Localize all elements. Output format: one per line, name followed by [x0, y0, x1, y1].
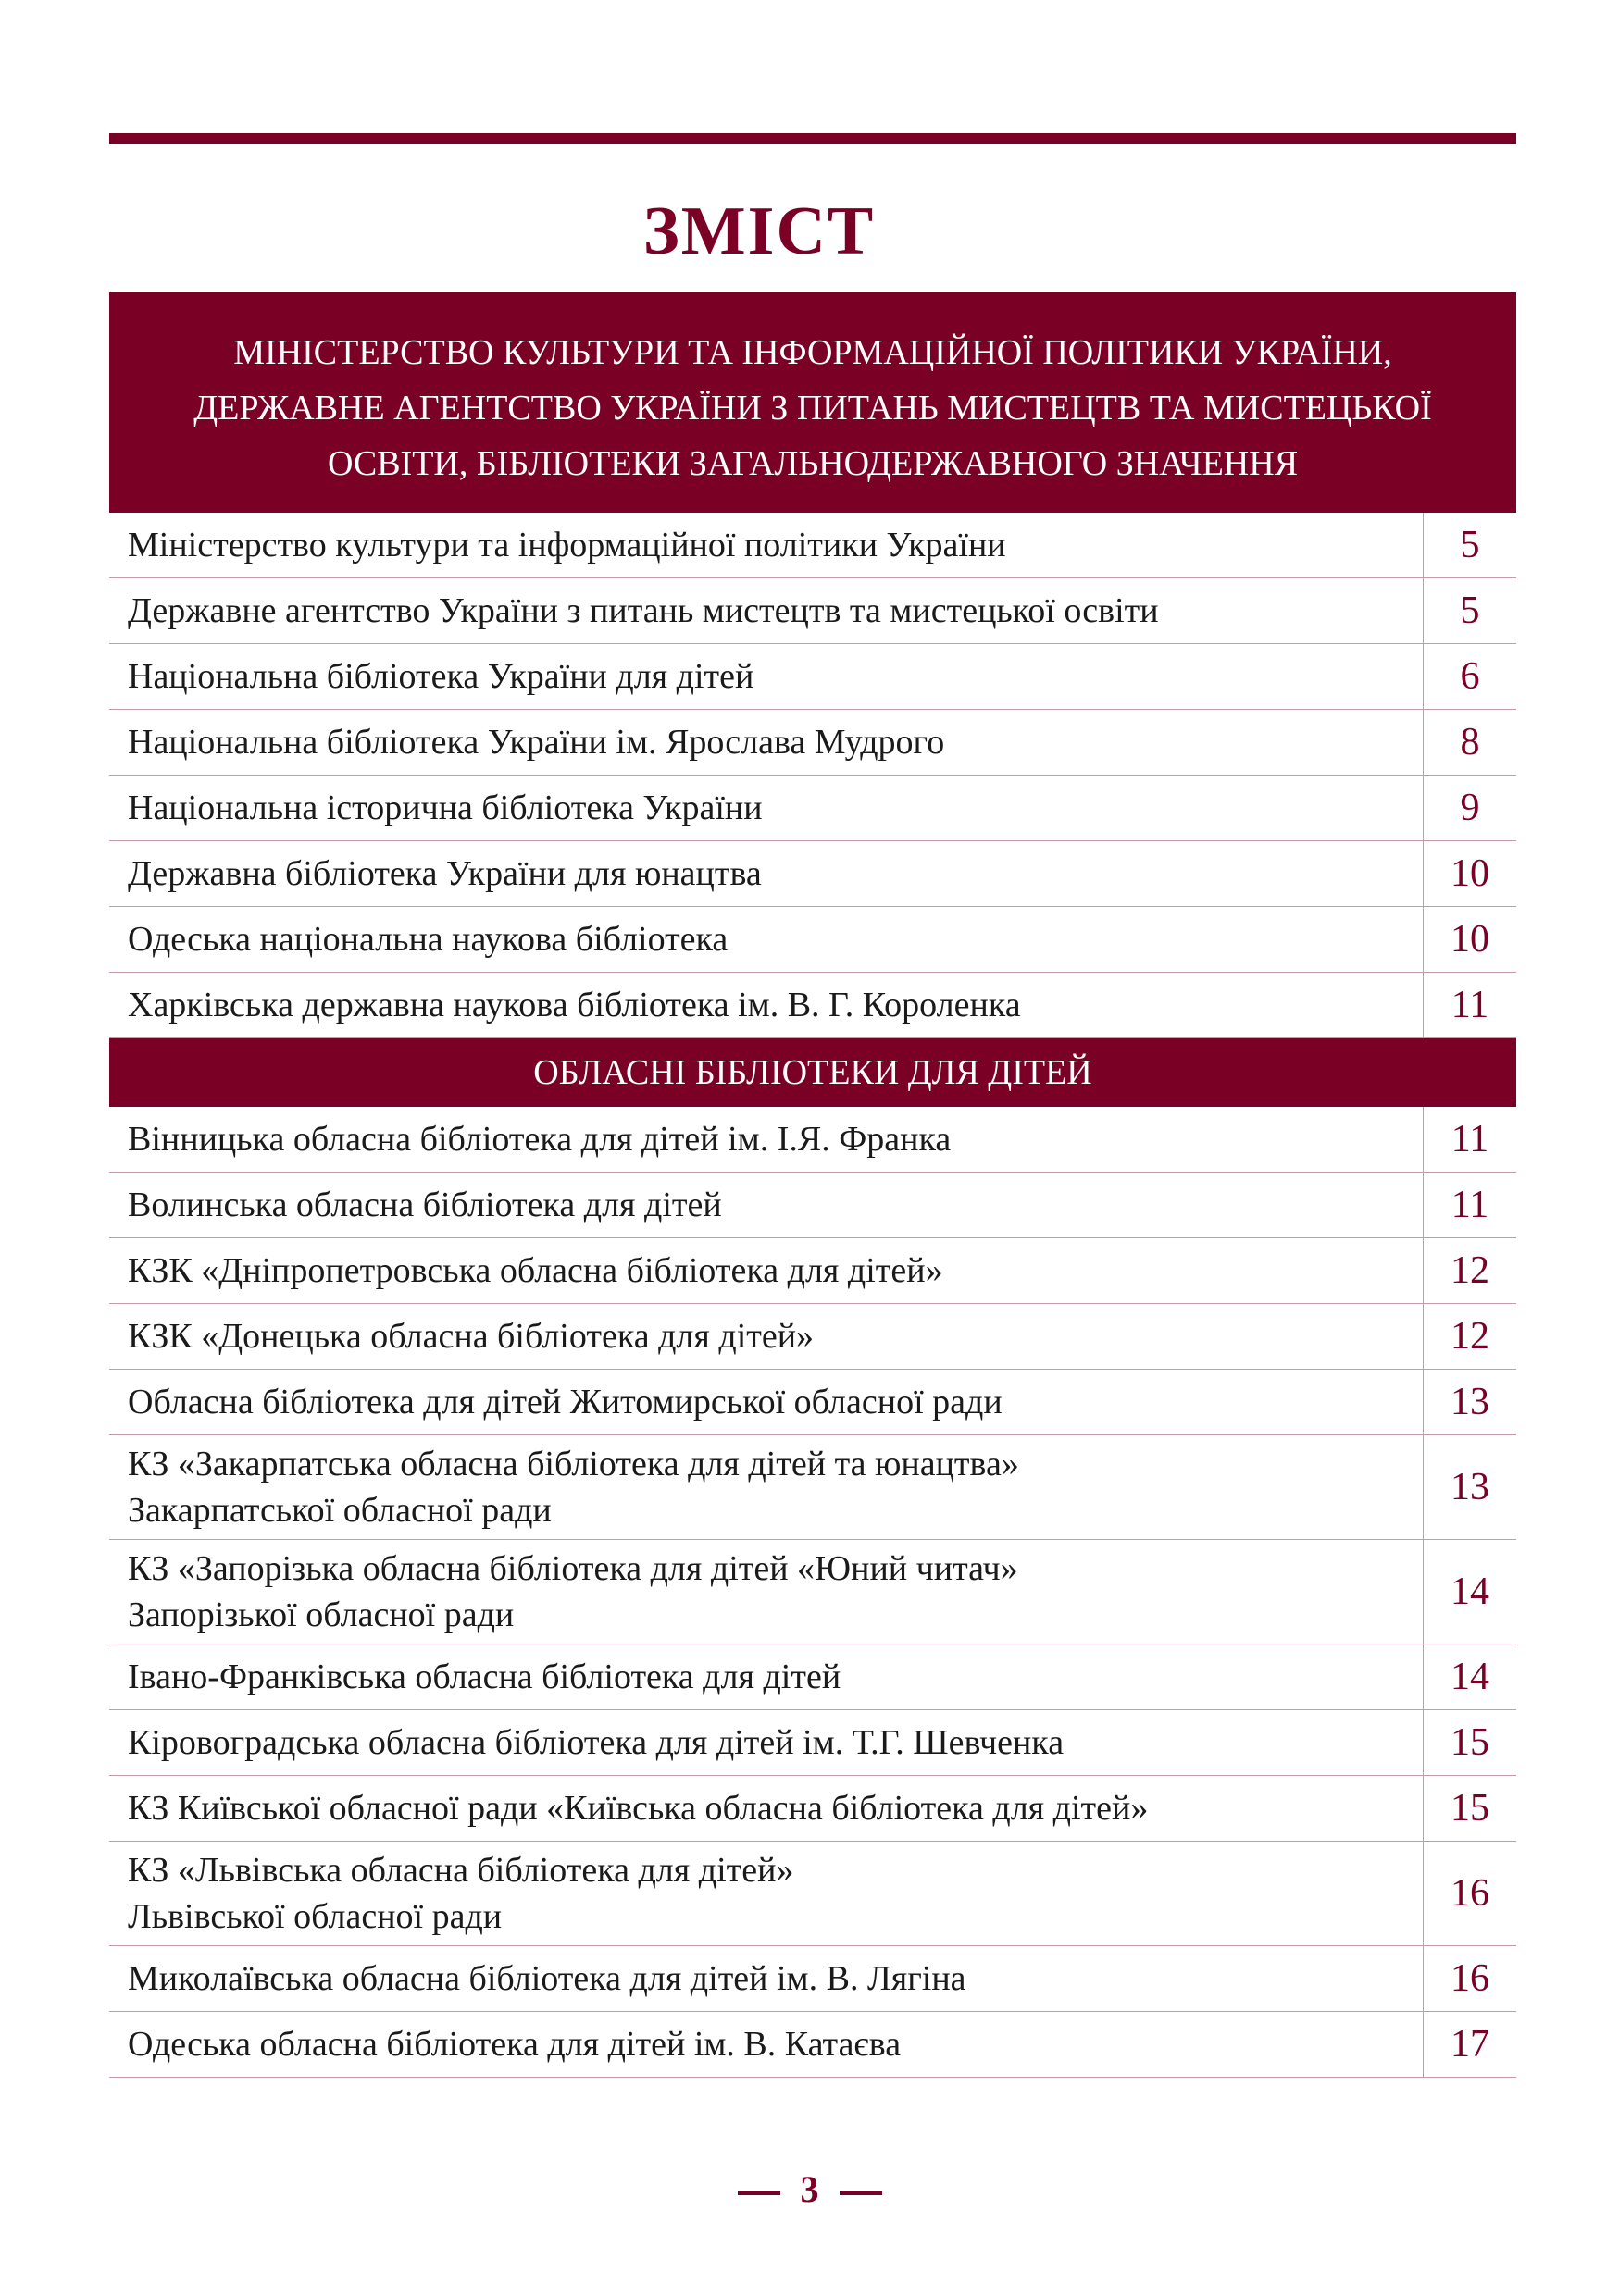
footer-dash-right — [840, 2191, 882, 2195]
section-header-line: ОСВІТИ, БІБЛІОТЕКИ ЗАГАЛЬНОДЕРЖАВНОГО ЗНАЧЕННЯ — [327, 444, 1299, 483]
toc-entry-title-line: Львівської обласної ради — [128, 1897, 503, 1936]
toc-entry[interactable] — [109, 1710, 1516, 1776]
toc-entry-title-line: Волинська обласна бібліотека для дітей — [128, 1185, 722, 1224]
toc-entry[interactable] — [109, 578, 1516, 644]
toc-entry-page: 12 — [1451, 1315, 1489, 1358]
toc-entry-page: 6 — [1460, 655, 1480, 698]
toc-entry-page: 11 — [1451, 1118, 1489, 1160]
toc-entry-title-line: Державне агентство України з питань мистецтв та мистецької освіти — [128, 591, 1159, 630]
toc-entry-title — [109, 1107, 1424, 1172]
table-of-contents — [109, 292, 1516, 2078]
toc-entry[interactable] — [109, 1173, 1516, 1238]
toc-entry-page: 13 — [1451, 1381, 1489, 1423]
footer-dash-left — [738, 2191, 780, 2195]
toc-entry-title-line: Миколаївська обласна бібліотека для дітей ім. В. Лягіна — [128, 1959, 966, 1998]
toc-entry[interactable] — [109, 1370, 1516, 1435]
toc-entry-title-line: КЗ «Запорізька обласна бібліотека для дітей «Юний читач» — [128, 1549, 1018, 1588]
toc-entry-title-line: Вінницька обласна бібліотека для дітей ім. І.Я. Франка — [128, 1120, 952, 1159]
toc-entry-title — [109, 1540, 1424, 1644]
toc-entry-title — [109, 1710, 1424, 1775]
toc-entry-title-line: Державна бібліотека України для юнацтва — [128, 854, 762, 893]
toc-entry-title — [109, 513, 1424, 577]
toc-entry[interactable] — [109, 2012, 1516, 2078]
toc-entry-title-line: КЗ Київської обласної ради «Київська обласна бібліотека для дітей» — [128, 1789, 1149, 1828]
toc-entry[interactable] — [109, 513, 1516, 578]
toc-entry-title-line: Кіровоградська обласна бібліотека для дітей ім. Т.Г. Шевченка — [128, 1723, 1065, 1762]
toc-entry[interactable] — [109, 1946, 1516, 2012]
toc-entry-title-line: Обласна бібліотека для дітей Житомирської обласної ради — [128, 1383, 1003, 1421]
toc-entry-title-line: Одеська національна наукова бібліотека — [128, 920, 729, 959]
top-rule — [109, 133, 1516, 144]
toc-entry-title-line: Міністерство культури та інформаційної політики України — [128, 526, 1006, 565]
toc-entry-title-line: Національна історична бібліотека України — [128, 788, 763, 827]
toc-entry-title-line: КЗ «Закарпатська обласна бібліотека для дітей та юнацтва» — [128, 1445, 1019, 1483]
toc-entry[interactable] — [109, 710, 1516, 776]
toc-entry-title — [109, 907, 1424, 972]
toc-entry-page: 5 — [1460, 590, 1480, 632]
toc-entry-title-line: Закарпатської обласної ради — [128, 1491, 552, 1530]
toc-entry-title-line: Івано-Франківська обласна бібліотека для дітей — [128, 1657, 841, 1696]
toc-entry-title — [109, 1946, 1424, 2011]
toc-entry-page: 11 — [1451, 1184, 1489, 1226]
page-number: 3 — [800, 2168, 819, 2210]
toc-entry-page: 5 — [1460, 524, 1480, 566]
toc-entry[interactable] — [109, 907, 1516, 973]
toc-entry[interactable] — [109, 1540, 1516, 1644]
toc-entry-page: 13 — [1451, 1466, 1489, 1508]
toc-entry-title — [109, 1238, 1424, 1303]
toc-entry[interactable] — [109, 1776, 1516, 1842]
page-title: ЗМІСТ — [642, 193, 876, 269]
toc-entry-title-line: Національна бібліотека України для дітей — [128, 657, 754, 696]
toc-entry-title-line: Харківська державна наукова бібліотека ім. В. Г. Короленка — [128, 986, 1021, 1024]
section-header-line: ОБЛАСНІ БІБЛІОТЕКИ ДЛЯ ДІТЕЙ — [533, 1053, 1092, 1092]
toc-entry-page: 11 — [1451, 984, 1489, 1026]
toc-entry-title — [109, 1644, 1424, 1709]
toc-entry-title-line: Одеська обласна бібліотека для дітей ім. В. Катаєва — [128, 2025, 902, 2064]
toc-entry-title — [109, 1370, 1424, 1434]
toc-entry[interactable] — [109, 973, 1516, 1038]
toc-entry-page: 8 — [1460, 721, 1480, 763]
section-header — [109, 1038, 1516, 1107]
toc-entry[interactable] — [109, 1644, 1516, 1710]
toc-entry[interactable] — [109, 1435, 1516, 1540]
toc-entry-page: 10 — [1451, 852, 1489, 895]
toc-entry-title-line: КЗ «Львівська обласна бібліотека для дітей» — [128, 1851, 794, 1890]
toc-entry[interactable] — [109, 1238, 1516, 1304]
toc-entry-title-line: Запорізької обласної ради — [128, 1595, 515, 1634]
toc-entry-title — [109, 1776, 1424, 1841]
toc-entry-title-line: КЗК «Донецька обласна бібліотека для дітей» — [128, 1317, 815, 1356]
toc-entry-page: 9 — [1460, 787, 1480, 829]
toc-entry[interactable] — [109, 1842, 1516, 1946]
toc-entry-title — [109, 644, 1424, 709]
toc-entry-page: 15 — [1451, 1787, 1489, 1830]
toc-entry-title — [109, 1173, 1424, 1237]
toc-entry-title — [109, 710, 1424, 775]
toc-entry-title — [109, 776, 1424, 840]
toc-entry[interactable] — [109, 644, 1516, 710]
section-header — [109, 292, 1516, 513]
toc-entry[interactable] — [109, 776, 1516, 841]
toc-entry-title-line: Національна бібліотека України ім. Ярослава Мудрого — [128, 723, 945, 762]
toc-entry-page: 16 — [1451, 1957, 1489, 2000]
toc-entry-title — [109, 1435, 1424, 1539]
toc-entry[interactable] — [109, 1107, 1516, 1173]
toc-entry[interactable] — [109, 841, 1516, 907]
toc-entry-page: 14 — [1451, 1656, 1489, 1698]
toc-entry-page: 10 — [1451, 918, 1489, 961]
section-header-line: МІНІСТЕРСТВО КУЛЬТУРИ ТА ІНФОРМАЦІЙНОЇ ПОЛІТИКИ УКРАЇНИ, — [233, 333, 1392, 372]
toc-entry-page: 17 — [1451, 2023, 1489, 2066]
toc-entry-page: 12 — [1451, 1249, 1489, 1292]
toc-entry-page: 16 — [1451, 1872, 1489, 1915]
toc-entry-title — [109, 841, 1424, 906]
page-footer — [0, 2167, 1619, 2211]
toc-entry-page: 14 — [1451, 1570, 1489, 1613]
section-header-line: ДЕРЖАВНЕ АГЕНТСТВО УКРАЇНИ З ПИТАНЬ МИСТЕЦТВ ТА МИСТЕЦЬКОЇ — [193, 389, 1432, 428]
toc-entry-title — [109, 973, 1424, 1037]
toc-entry-title — [109, 1304, 1424, 1369]
toc-entry-title-line: КЗК «Дніпропетровська обласна бібліотека для дітей» — [128, 1251, 943, 1290]
toc-entry-title — [109, 2012, 1424, 2077]
toc-entry-title — [109, 578, 1424, 643]
toc-entry-page: 15 — [1451, 1721, 1489, 1764]
toc-entry[interactable] — [109, 1304, 1516, 1370]
toc-entry-title — [109, 1842, 1424, 1945]
